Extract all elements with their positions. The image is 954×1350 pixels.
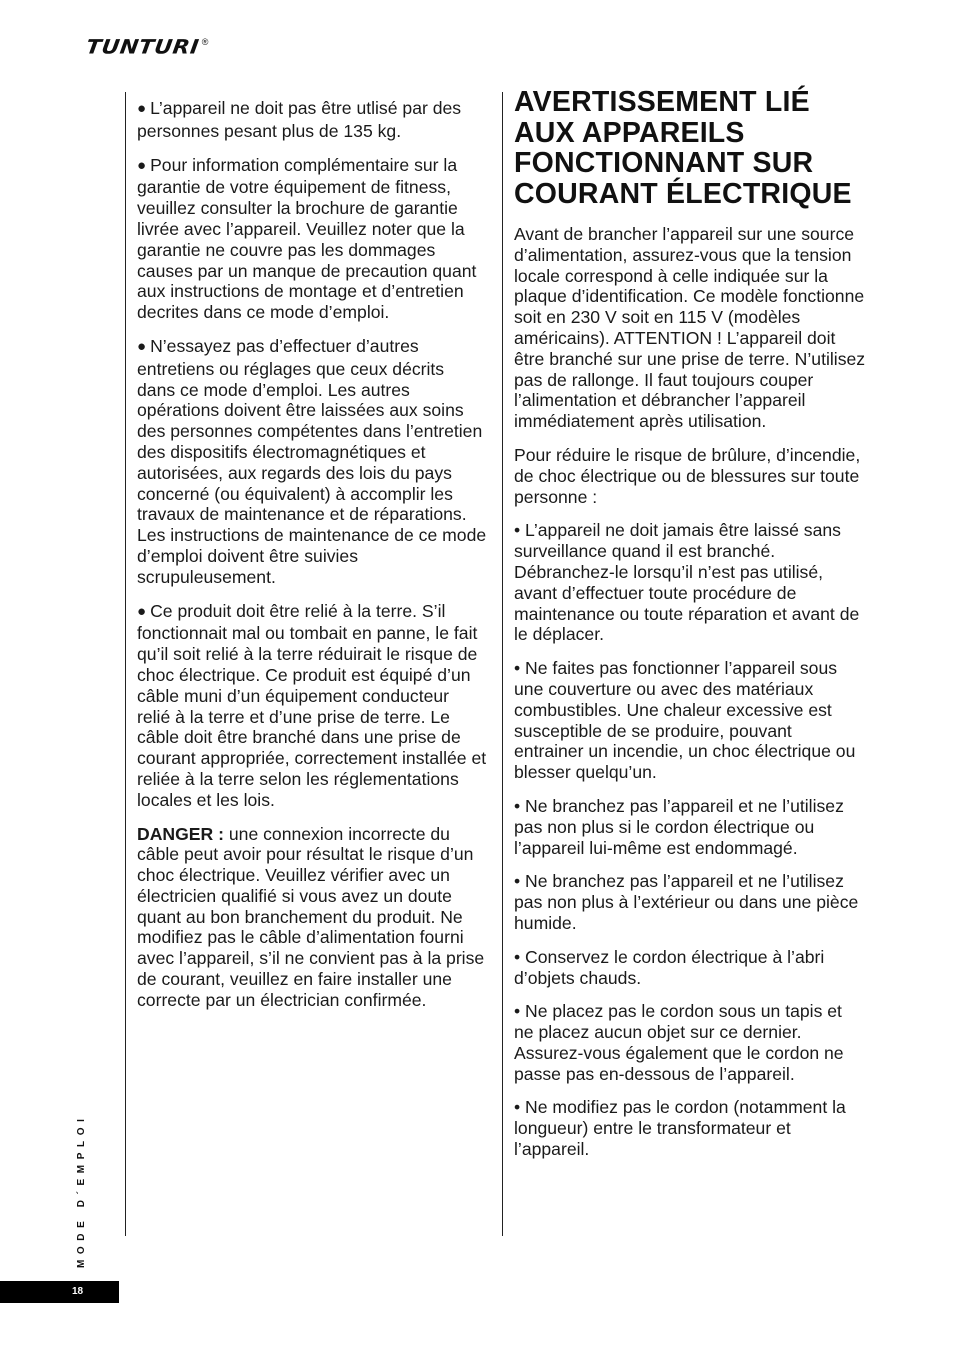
paragraph-grounding: ● Ce produit doit être relié à la terre. S’il fonctionnait mal ou tombait en panne, le fait qu’il soit relié à la terre réduirait le risque de choc électrique. Ce produit est équipé d’un câble muni d’un équipement conducteur relié à la terre et d’une prise de terre. Le câble doit être branché dans une prise de courant appropriée, correctement installée et reliée à la terre selon les réglementations locales et les lois. <box>137 600 487 810</box>
bullet-icon: ● <box>137 337 147 355</box>
tunturi-logo <box>86 36 208 64</box>
bullet-icon: ● <box>137 156 147 174</box>
left-column-rule <box>125 92 126 1236</box>
logo-wordmark: TUNTURI <box>84 36 201 59</box>
bullet-icon: ● <box>137 602 147 620</box>
paragraph-warranty: ● Pour information complémentaire sur la garantie de votre équipement de fitness, veuillez consulter la brochure de garantie livrée avec l’appareil. Veuillez noter que la garantie ne couvre pas les dommages causes par un manque de precaution quant aux instructions de montage et d’entretien decrites dans ce mode d’emploi. <box>137 154 477 323</box>
paragraph-damaged-cord: • Ne branchez pas l’appareil et ne l’utilisez pas non plus si le cordon électrique ou l’appareil lui-même est endommagé. <box>514 795 844 858</box>
paragraph-voltage: Avant de brancher l’appareil sur une source d’alimentation, assurez-vous que la tension locale correspond à celle indiquée sur la plaque d’identification. Ce modèle fonctionne soit en 230 V soit en 115 V (modèles américains). ATTENTION ! L’appareil doit être branché sur une prise de terre. N’utilisez pas de rallonge. Il faut toujours couper l’alimentation et débrancher l’appareil immédiatement après utilisation. <box>514 224 866 432</box>
danger-text: une connexion incorrecte du câble peut avoir pour résultat le risque d’un choc électrique. Veuillez vérifier avec un électricien qualifié si vous avez un doute quant au bon branchement du produit. Ne modifiez pas le câble d’alimentation fourni avec l’appareil, s’il ne convient pas à la prise de courant, veuillez en faire installer une correcte par un électrician confirmée. <box>137 823 485 1010</box>
page-number: 18 <box>0 1281 119 1303</box>
paragraph-hot-objects: • Conservez le cordon électrique à l’abri d’objets chauds. <box>514 946 825 988</box>
paragraph-risk-intro: Pour réduire le risque de brûlure, d’incendie, de choc électrique ou de blessures sur toute personne : <box>514 444 861 507</box>
paragraph-weight-limit: ● L’appareil ne doit pas être utlisé par des personnes pesant plus de 135 kg. <box>137 98 462 141</box>
paragraph-outdoor: • Ne branchez pas l’appareil et ne l’utilisez pas non plus à l’extérieur ou dans une pièce humide. <box>514 871 859 933</box>
paragraph-carpet: • Ne placez pas le cordon sous un tapis et ne placez aucun objet sur ce dernier. Assurez-vous également que le cordon ne passe pas en-dessous de l’appareil. <box>514 1001 844 1084</box>
middle-column-rule <box>502 92 503 1236</box>
section-heading: AVERTISSEMENT LIÉ AUX APPAREILS FONCTIONNANT SUR COURANT ÉLECTRIQUE <box>514 86 852 210</box>
paragraph-covering: • Ne faites pas fonctionner l’appareil sous une couverture ou avec des matériaux combustibles. Une chaleur excessive est susceptible de se produire, pouvant entrainer un incendie, un choc électrique ou blesser quelqu’un. <box>514 658 856 783</box>
bullet-icon: ● <box>137 100 147 117</box>
paragraph-modify-cord: • Ne modifiez pas le cordon (notamment la longueur) entre le transformateur et l’appareil. <box>514 1097 846 1160</box>
registered-mark: ® <box>201 37 209 47</box>
paragraph-danger <box>137 824 487 1011</box>
left-column <box>137 98 487 1024</box>
manual-side-label: MODE D´EMPLOI <box>76 1113 87 1268</box>
paragraph-unattended: • L’appareil ne doit jamais être laissé sans surveillance quand il est branché. Débranchez-le lorsqu’il n’est pas utilisé, avant d’effectuer toute procédure de maintenance ou toute réparation et avant de le déplacer. <box>514 520 860 645</box>
right-column <box>514 87 866 1173</box>
danger-label: DANGER : <box>137 823 224 844</box>
paragraph-maintenance: ● N’essayez pas d’effectuer d’autres entretiens ou réglages que ceux décrits dans ce mode d’emploi. Les autres opérations doivent être laissées aux soins des personnes compétentes dans l’entretien des dispositifs électromagnétiques et autorisées, aux regards des lois du pays concerné (ou équivalent) à accomplir les travaux de maintenance et de réparations. Les instructions de maintenance de ce mode d’emploi doivent être suivies scrupuleusement. <box>137 335 487 587</box>
